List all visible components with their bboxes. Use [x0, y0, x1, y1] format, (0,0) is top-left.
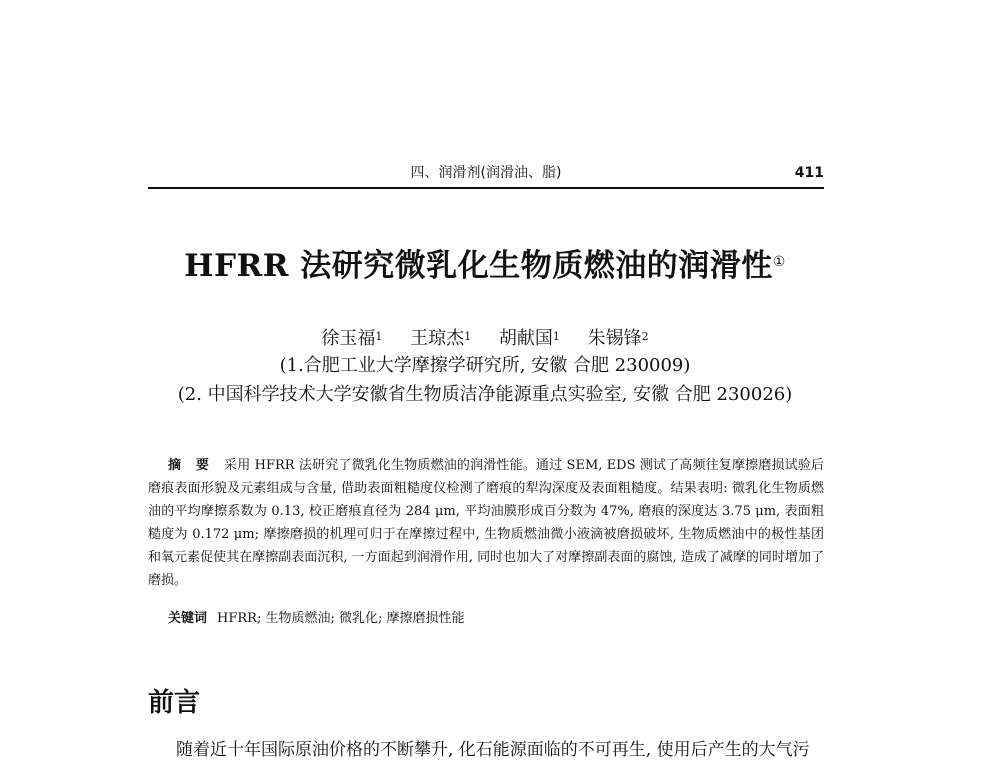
author-name: 胡献国 — [498, 328, 553, 349]
section-heading-introduction: 前言 — [148, 688, 201, 718]
author-affil-mark: 2 — [641, 330, 649, 343]
abstract — [148, 454, 824, 592]
paper-title-text: HFRR 法研究微乳化生物质燃油的润滑性 — [184, 248, 773, 284]
page-number: 411 — [794, 165, 824, 181]
affiliation-1: (1.合肥工业大学摩擦学研究所, 安徽 合肥 230009) — [279, 355, 691, 376]
abstract-label: 摘 要 — [168, 458, 215, 473]
author — [321, 328, 382, 349]
keywords-text: HFRR; 生物质燃油; 微乳化; 摩擦磨损性能 — [217, 611, 465, 626]
author-affil-mark: 1 — [464, 330, 472, 343]
author-list — [150, 327, 820, 351]
body-paragraph: 随着近十年国际原油价格的不断攀升, 化石能源面临的不可再生, 使用后产生的大气污 — [176, 740, 810, 760]
author-affil-mark: 1 — [375, 330, 383, 343]
running-header — [148, 163, 824, 189]
author-name: 朱锡锋 — [587, 328, 642, 349]
author — [410, 328, 471, 349]
keywords — [168, 608, 824, 630]
author-name: 王琼杰 — [410, 328, 465, 349]
title-footnote-mark: ① — [772, 254, 786, 270]
affiliation-2: (2. 中国科学技术大学安徽省生物质洁净能源重点实验室, 安徽 合肥 230026) — [177, 384, 793, 405]
author-name: 徐玉福 — [321, 328, 376, 349]
author — [499, 328, 560, 349]
author — [588, 328, 649, 349]
header-section-label: 四、润滑剂(润滑油、脂) — [410, 165, 562, 181]
author-affil-mark: 1 — [552, 330, 560, 343]
keywords-label: 关键词 — [168, 611, 208, 626]
paper-title — [140, 245, 830, 287]
abstract-text: 采用 HFRR 法研究了微乳化生物质燃油的润滑性能。通过 SEM, EDS 测试了高频往复摩擦磨损试验后磨痕表面形貌及元素组成与含量, 借助表面粗糙度仪检测了磨痕的犁沟深度及表面粗糙度。结果表明: 微乳化生物质燃油的平均摩擦系数为 0.13, 校正磨痕直径为 284 μm, 平均油膜形成百分数为 47%, 磨痕的深度达 3.75 μm, 表面粗糙度为 0.172 μm; 摩擦磨损的机理可归于在摩擦过程中, 生物质燃油微小液滴被磨损破坏, 生物质燃油中的极性基团和氧元素促使其在摩擦副表面沉积, 一方面起到润滑作用, 同时也加大了对摩擦副表面的腐蚀, 造成了减摩的同时增加了磨损。 — [148, 458, 824, 588]
